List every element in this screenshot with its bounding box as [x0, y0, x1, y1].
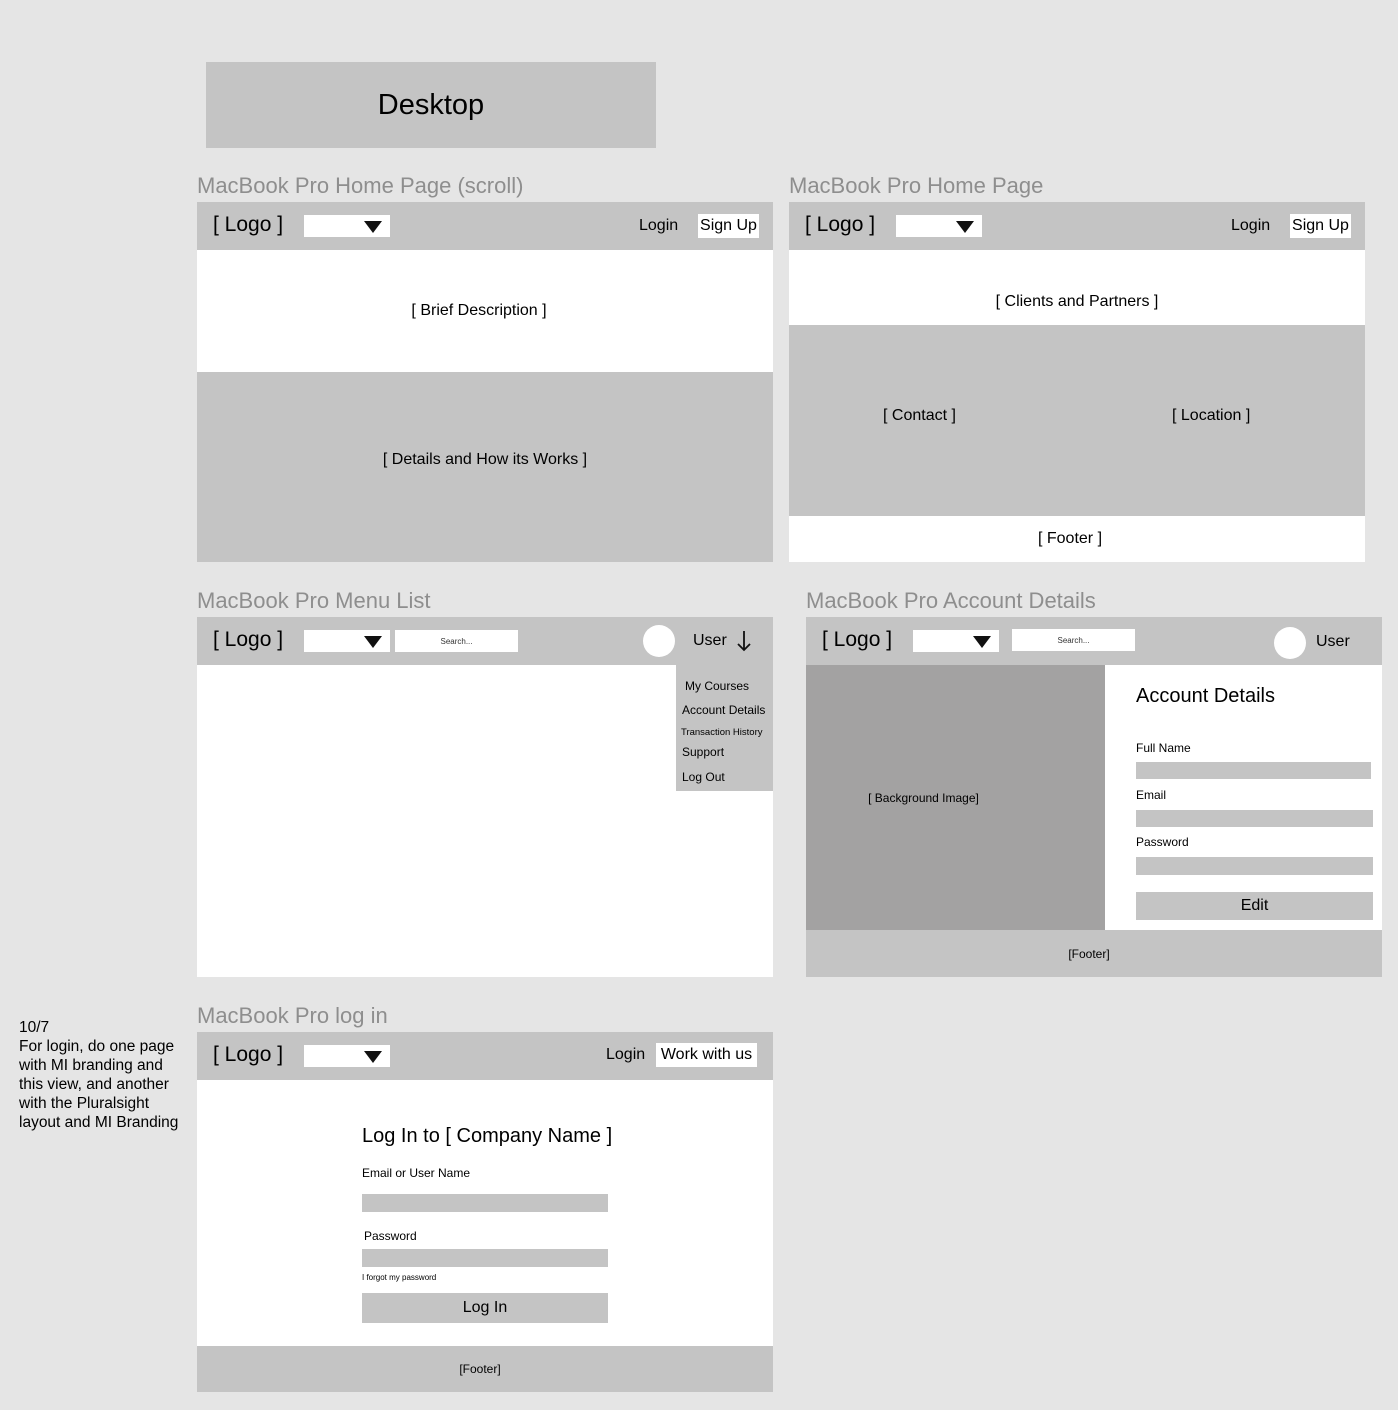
- login-link[interactable]: Login: [606, 1046, 646, 1063]
- contact-location-section: [789, 325, 1365, 516]
- full-name-field[interactable]: [1136, 762, 1371, 779]
- full-name-label: Full Name: [1136, 741, 1191, 755]
- signup-button[interactable]: [1290, 214, 1351, 238]
- logo[interactable]: [ Logo ]: [805, 213, 876, 236]
- login-button[interactable]: [362, 1293, 608, 1323]
- navbar: [806, 617, 1382, 665]
- navbar: [197, 617, 773, 665]
- side-note: [19, 1018, 191, 1132]
- signup-button-label: Sign Up: [700, 217, 757, 234]
- frame-title-account: MacBook Pro Account Details: [806, 588, 1096, 613]
- nav-dropdown[interactable]: [304, 215, 390, 237]
- frame-title-menu-list: MacBook Pro Menu List: [197, 588, 431, 613]
- details-section: [197, 372, 773, 562]
- search-input[interactable]: [1012, 629, 1135, 651]
- password-label: Password: [364, 1229, 417, 1243]
- footer: [806, 930, 1382, 977]
- login-heading: Log In to [ Company Name ]: [362, 1125, 613, 1147]
- work-with-us-label: Work with us: [660, 1046, 753, 1063]
- signup-button-label: Sign Up: [1292, 217, 1349, 234]
- location-text: [ Location ]: [1172, 407, 1251, 424]
- footer-text: [Footer]: [459, 1362, 501, 1376]
- menu-item-support[interactable]: Support: [682, 745, 725, 759]
- user-menu-toggle[interactable]: User: [1316, 633, 1350, 650]
- footer: [197, 1346, 773, 1392]
- navbar: [789, 202, 1365, 250]
- avatar[interactable]: [1274, 627, 1306, 659]
- footer: [789, 516, 1365, 562]
- frame-title-login: MacBook Pro log in: [197, 1003, 388, 1028]
- nav-dropdown[interactable]: [304, 630, 390, 652]
- background-image: [806, 665, 1105, 930]
- details-text: [ Details and How its Works ]: [382, 451, 588, 468]
- arrow-down-icon[interactable]: [736, 630, 752, 652]
- frame-menu-list: [197, 617, 773, 977]
- nav-dropdown[interactable]: [896, 215, 982, 237]
- menu-item-my-courses[interactable]: My Courses: [685, 679, 750, 693]
- edit-button[interactable]: [1136, 892, 1373, 920]
- clients-section: [789, 250, 1365, 325]
- edit-button-label: Edit: [1240, 897, 1269, 914]
- chevron-down-icon: [973, 636, 991, 648]
- frame-account: [806, 617, 1382, 977]
- chevron-down-icon: [364, 1051, 382, 1063]
- chevron-down-icon: [364, 221, 382, 233]
- login-button-label: Log In: [462, 1299, 508, 1316]
- password-field[interactable]: [362, 1249, 608, 1267]
- avatar[interactable]: [643, 625, 675, 657]
- contact-text: [ Contact ]: [883, 407, 956, 424]
- logo[interactable]: [ Logo ]: [213, 1043, 284, 1066]
- frame-title-home: MacBook Pro Home Page: [789, 173, 1044, 198]
- frame-home: [789, 202, 1365, 562]
- email-field[interactable]: [1136, 810, 1373, 827]
- forgot-password-link[interactable]: I forgot my password: [362, 1273, 437, 1282]
- account-details-heading: Account Details: [1136, 685, 1275, 707]
- navbar: [197, 202, 773, 250]
- frame-home-scroll: [197, 202, 773, 562]
- email-label: Email: [1136, 788, 1167, 802]
- nav-dropdown[interactable]: [304, 1045, 390, 1067]
- signup-button[interactable]: [698, 214, 759, 238]
- nav-dropdown[interactable]: [913, 630, 999, 652]
- navbar: [197, 1032, 773, 1080]
- desktop-banner: [206, 62, 656, 148]
- clients-text: [ Clients and Partners ]: [995, 292, 1159, 310]
- frame-login: [197, 1032, 773, 1392]
- note-text: For login, do one page with MI branding and this view, and another with the Pluralsight layout and MI Branding: [19, 1038, 179, 1131]
- logo[interactable]: [ Logo ]: [213, 628, 284, 651]
- logo[interactable]: [ Logo ]: [213, 213, 284, 236]
- search-input[interactable]: [395, 630, 518, 652]
- login-link[interactable]: Login: [639, 217, 679, 234]
- logo[interactable]: [ Logo ]: [822, 628, 893, 651]
- search-placeholder: Search...: [440, 636, 473, 646]
- email-username-label: Email or User Name: [362, 1166, 471, 1180]
- brief-description: [ Brief Description ]: [411, 302, 547, 319]
- background-image-label: [ Background Image]: [868, 790, 979, 805]
- user-menu-toggle[interactable]: User: [693, 632, 727, 649]
- chevron-down-icon: [956, 221, 974, 233]
- chevron-down-icon: [364, 636, 382, 648]
- footer-text: [ Footer ]: [1037, 530, 1103, 547]
- search-placeholder: Search...: [1057, 635, 1090, 645]
- password-label: Password: [1136, 835, 1189, 849]
- menu-item-log-out[interactable]: Log Out: [682, 770, 725, 784]
- email-username-field[interactable]: [362, 1194, 608, 1212]
- desktop-banner-title: Desktop: [377, 88, 485, 121]
- user-dropdown-menu: [676, 665, 773, 791]
- footer-text: [Footer]: [1068, 946, 1110, 961]
- brief-description-section: [197, 250, 773, 372]
- password-field[interactable]: [1136, 857, 1373, 875]
- menu-item-account-details[interactable]: Account Details: [682, 703, 766, 717]
- frame-title-home-scroll: MacBook Pro Home Page (scroll): [197, 173, 524, 198]
- work-with-us-button[interactable]: [656, 1043, 757, 1067]
- menu-item-transaction-history[interactable]: Transaction History: [681, 727, 763, 738]
- note-date: 10/7: [19, 1019, 50, 1036]
- login-link[interactable]: Login: [1231, 217, 1271, 234]
